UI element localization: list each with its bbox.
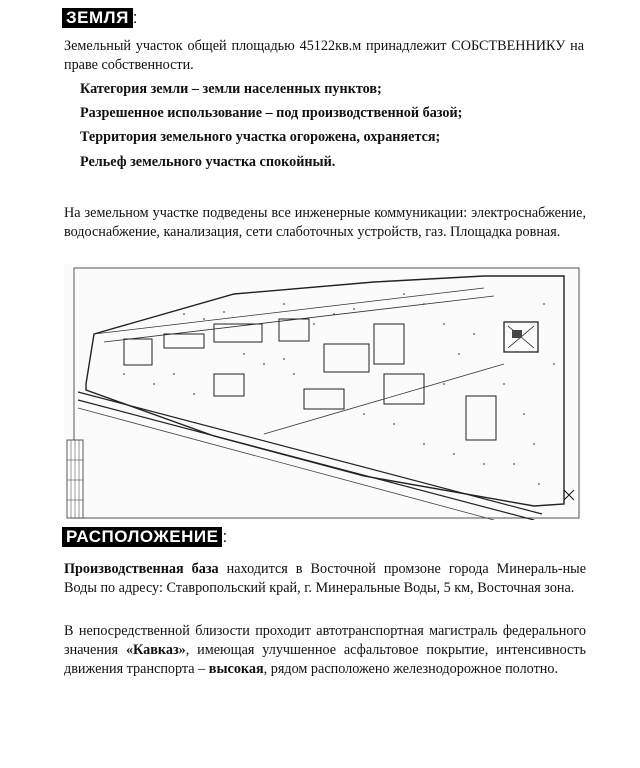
location-address-text: находится в Восточной промзоне города Минераль-ные Воды по адресу: Ставропольский край, г. Минеральные Воды, 5 км, Восточная зона. (64, 561, 586, 596)
land-item-category: Категория земли – земли населенных пунктов; (80, 81, 382, 97)
land-item-relief: Рельеф земельного участка спокойный. (80, 154, 336, 170)
location-address-paragraph (64, 560, 586, 598)
location-highway-text-mid: , имеющая улучшенное асфальтовое покрытие, интенсивность движения транспорта – (64, 642, 587, 677)
location-section-title (62, 527, 228, 547)
location-highway-paragraph (64, 622, 586, 679)
location-traffic-level: высокая (208, 661, 264, 677)
location-highway-text-start: В непосредственной близости проходит автотранспортная магистраль федерального значения (64, 623, 586, 658)
site-plan-image (64, 264, 582, 520)
location-highway-text-end: , рядом расположено железнодорожное полотно. (263, 661, 559, 677)
land-title-colon: : (132, 8, 139, 27)
land-section-title (62, 8, 138, 28)
land-item-fence: Территория земельного участка огорожена, охраняется; (80, 129, 441, 145)
location-highway-name: «Кавказ» (125, 642, 186, 658)
location-base-name: Производственная база (64, 561, 219, 577)
land-utilities-paragraph: На земельном участке подведены все инженерные коммуникации: электроснабжение, водоснабжение, канализация, сети слаботочных устройств, газ. Площадка ровная. (64, 205, 586, 240)
land-item-usage: Разрешенное использование – под производственной базой; (80, 105, 463, 121)
location-title-text: РАСПОЛОЖЕНИЕ (62, 527, 222, 547)
land-intro-paragraph: Земельный участок общей площадью 45122кв.м принадлежит СОБСТВЕННИКУ на праве собственности. (64, 38, 584, 73)
location-title-colon: : (222, 527, 228, 546)
land-title-text: ЗЕМЛЯ (62, 8, 133, 28)
